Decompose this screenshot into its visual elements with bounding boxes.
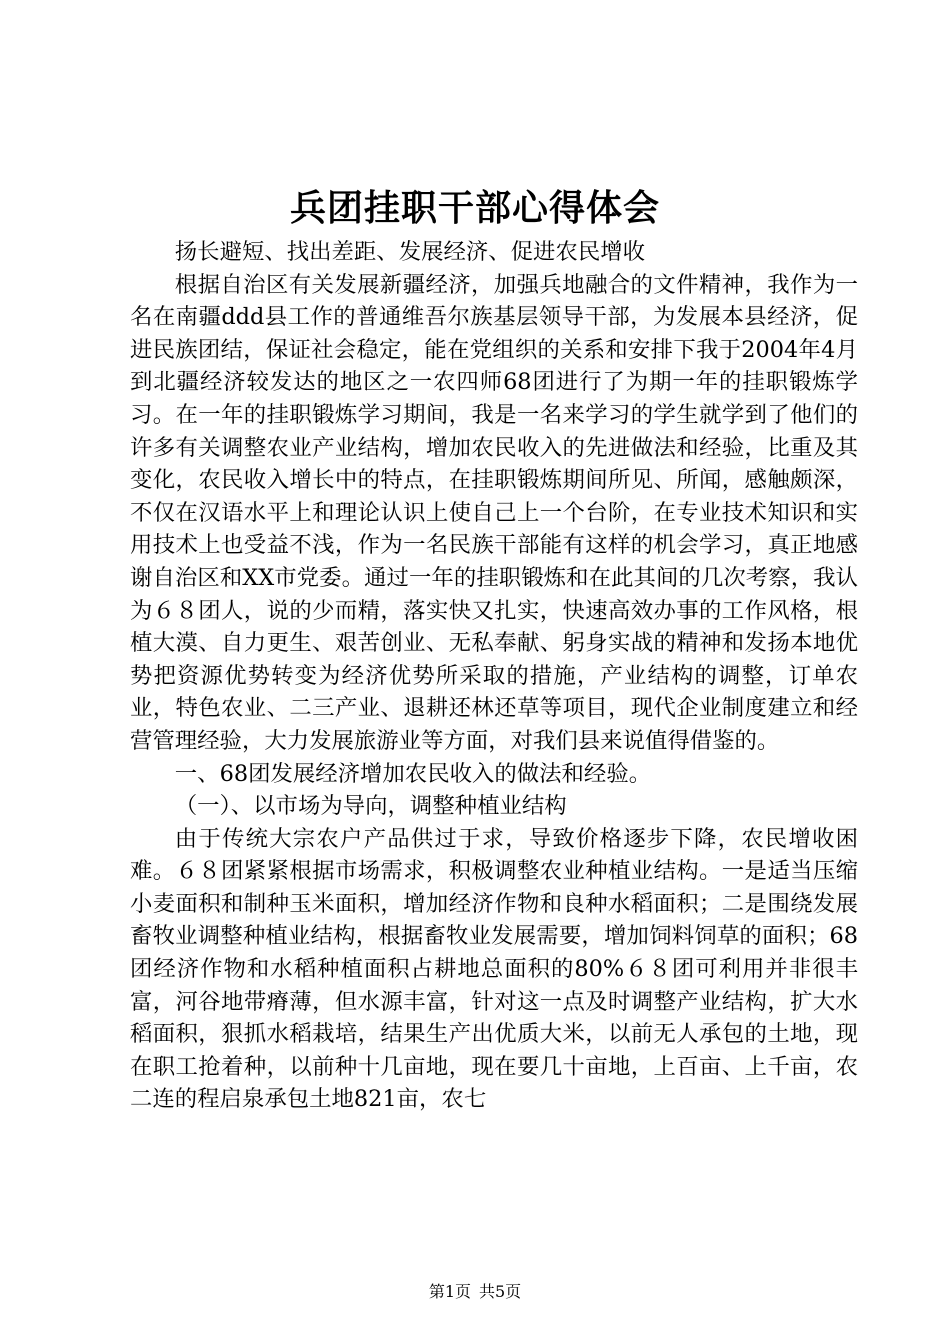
document-title: 兵团挂职干部心得体会 [289, 187, 660, 229]
paragraph: 由于传统大宗农户产品供过于求，导致价格逐步下降，农民增收困难。６８团紧紧根据市场需求，积极调整农业种植业结构。一是适当压缩小麦面积和制种玉米面积，增加经济作物和良种水稻面积；二是围绕发展畜牧业调整种植业结构，根据畜牧业发展需要，增加饲料饲草的面积；68团经济作物和水稻种植面积占耕地总面积的80%６８团可利用并非很丰富，河谷地带瘠薄，但水源丰富，针对这一点及时调整产业结构，扩大水稻面积，狠抓水稻栽培，结果生产出优质大米，以前无人承包的土地，现在职工抢着种，以前种十几亩地，现在要几十亩地，上百亩、上千亩，农二连的程启泉承包土地821亩，农七 [130, 825, 858, 1113]
document-body [130, 236, 858, 1116]
page-total: 共5页 [479, 1282, 522, 1301]
page-footer [0, 1282, 950, 1302]
subsection-heading: （一）、以市场为导向，调整种植业结构 [174, 793, 567, 820]
paragraph: 根据自治区有关发展新疆经济，加强兵地融合的文件精神，我作为一名在南疆ddd县工作的普通维吾尔族基层领导干部，为发展本县经济，促进民族团结，保证社会稳定，能在党组织的关系和安排下我于2004年4月到北疆经济较发达的地区之一农四师68团进行了为期一年的挂职锻炼学习。在一年的挂职锻炼学习期间，我是一名来学习的学生就学到了他们的许多有关调整农业产业结构，增加农民收入的先进做法和经验，比重及其变化，农民收入增长中的特点，在挂职锻炼期间所见、所闻，感触颇深，不仅在汉语水平上和理论认识上使自己上一个台阶，在专业技术知识和实用技术上也受益不浅，作为一名民族干部能有这样的机会学习，真正地感谢自治区和XX市党委。通过一年的挂职锻炼和在此其间的几次考察，我认为６８团人，说的少而精，落实快又扎实，快速高效办事的工作风格，根植大漠、自力更生、艰苦创业、无私奉献、躬身实战的精神和发扬本地优势把资源优势转变为经济优势所采取的措施，产业结构的调整，订单农业，特色农业、二三产业、退耕还林还草等项目，现代企业制度建立和经营管理经验，大力发展旅游业等方面，对我们县来说值得借鉴的。 [130, 271, 858, 754]
page-number: 第1页 [428, 1282, 471, 1301]
section-heading: 一、68团发展经济增加农民收入的做法和经验。 [174, 760, 652, 787]
document-subtitle: 扬长避短、找出差距、发展经济、促进农民增收 [174, 239, 645, 265]
